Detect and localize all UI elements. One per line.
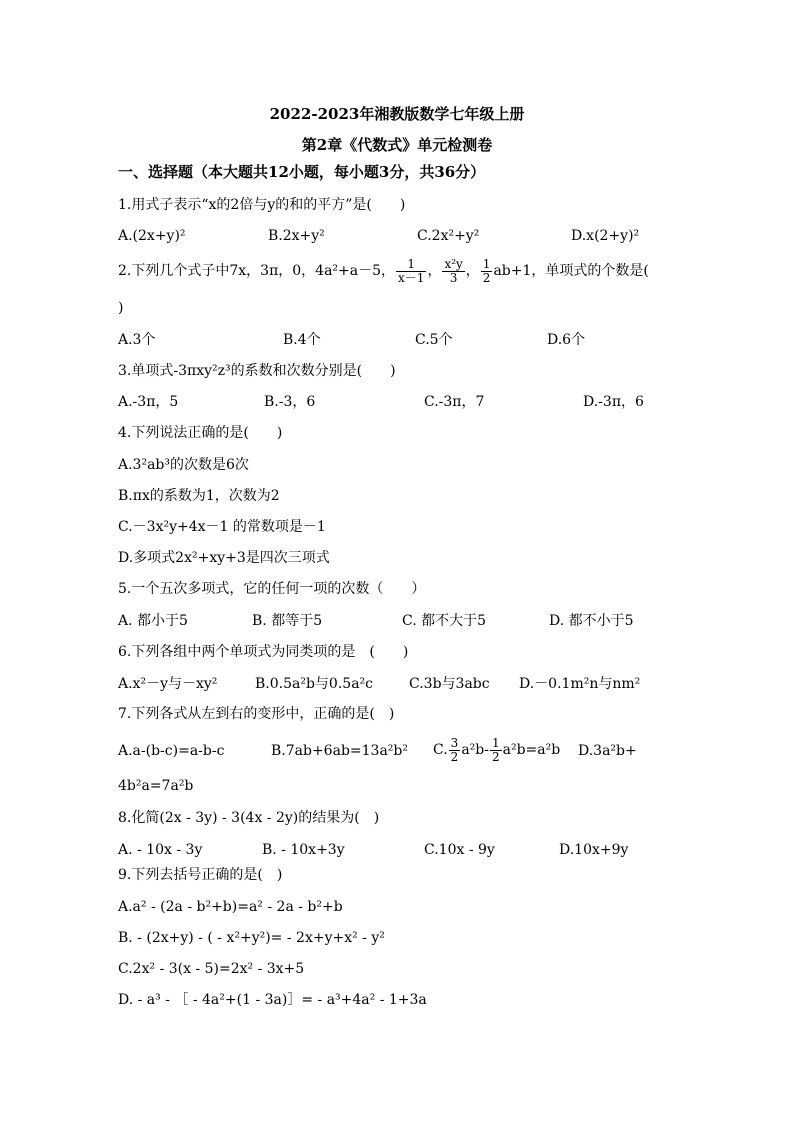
question-2-option-d: D.6个	[547, 332, 586, 348]
question-7-fraction-1	[449, 737, 461, 764]
fraction-numerator: 3	[450, 735, 459, 750]
fraction-denominator: 2	[482, 270, 491, 285]
question-1-option-b: B.2x+y²	[268, 228, 325, 244]
question-2-fraction-3	[481, 258, 493, 285]
question-4-option-d: D.多项式2x²+xy+3是四次三项式	[118, 550, 330, 566]
question-1-stem: 1.用式子表示“x的2倍与y的和的平方”是( )	[118, 197, 406, 213]
question-7-option-a: A.a-(b-c)=a-b-c	[118, 743, 225, 759]
question-4-option-b: B.πx的系数为1，次数为2	[118, 488, 280, 504]
question-3-option-c: C.-3π，7	[424, 394, 485, 410]
question-8-option-a: A. - 10x - 3y	[118, 842, 203, 858]
question-6-option-c: C.3b与3abc	[409, 676, 490, 692]
question-1-option-d: D.x(2+y)²	[571, 228, 640, 244]
question-7-fraction-2	[490, 737, 502, 764]
question-5-option-b: B. 都等于5	[252, 613, 323, 629]
fraction-denominator: 3	[449, 270, 458, 285]
question-9-option-c: C.2x² - 3(x - 5)=2x² - 3x+5	[118, 961, 305, 977]
question-9-option-d: D. - a³ - ［ - 4a²+(1 - 3a)］= - a³+4a² - 1+3a	[118, 992, 427, 1008]
question-8-option-d: D.10x+9y	[559, 842, 629, 858]
question-1-option-c: C.2x²+y²	[417, 228, 480, 244]
fraction-denominator: x－1	[398, 270, 425, 285]
fraction-numerator: x²y	[444, 256, 463, 271]
exam-title: 2022-2023年湘教版数学七年级上册	[269, 105, 525, 123]
option-text: a²b=a²b	[502, 742, 561, 758]
question-7-stem: 7.下列各式从左到右的变形中，正确的是( )	[118, 706, 395, 722]
question-6-option-b: B.0.5a²b与0.5a²c	[255, 676, 373, 692]
question-6-option-a: A.x²－y与－xy²	[118, 676, 218, 692]
question-7-option-c	[433, 733, 560, 767]
question-1-option-a: A.(2x+y)²	[118, 228, 186, 244]
question-4-option-a: A.3²ab³的次数是6次	[118, 457, 249, 473]
question-3-option-a: A.-3π，5	[118, 394, 179, 410]
fraction-numerator: 1	[482, 256, 491, 271]
question-5-option-c: C. 都不大于5	[402, 613, 487, 629]
question-7-option-d-continued: 4b²a=7a²b	[118, 778, 194, 794]
question-3-option-d: D.-3π，6	[583, 394, 644, 410]
question-8-option-b: B. - 10x+3y	[262, 842, 345, 858]
fraction-numerator: 1	[396, 258, 426, 272]
fraction-denominator: 2	[491, 749, 500, 764]
option-text: a²b-	[461, 742, 489, 758]
fraction-denominator: 2	[450, 749, 459, 764]
question-8-stem: 8.化简(2x - 3y) - 3(4x - 2y)的结果为( )	[118, 810, 380, 826]
fraction-numerator: 1	[491, 735, 500, 750]
question-2-option-a: A.3个	[118, 332, 156, 348]
question-8-option-c: C.10x - 9y	[424, 842, 495, 858]
question-3-stem: 3.单项式-3πxy²z³的系数和次数分别是( )	[118, 363, 396, 379]
question-7-option-d: D.3a²b+	[578, 743, 637, 759]
question-2-stem	[118, 254, 649, 288]
question-5-option-a: A. 都小于5	[118, 613, 188, 629]
separator: ，	[427, 263, 442, 279]
option-label: C.	[433, 742, 448, 758]
question-2-stem-suffix: ab+1，单项式的个数是(	[493, 263, 649, 279]
question-3-option-b: B.-3，6	[264, 394, 316, 410]
question-2-option-b: B.4个	[283, 332, 321, 348]
exam-subtitle: 第2章《代数式》单元检测卷	[301, 136, 493, 154]
question-5-stem: 5.一个五次多项式，它的任何一项的次数（ ）	[118, 581, 426, 597]
question-4-stem: 4.下列说法正确的是( )	[118, 425, 283, 441]
question-5-option-d: D. 都不小于5	[549, 613, 634, 629]
question-9-option-b: B. - (2x+y) - ( - x²+y²)= - 2x+y+x² - y²	[118, 930, 385, 946]
question-6-stem: 6.下列各组中两个单项式为同类项的是 ( )	[118, 644, 409, 660]
question-4-option-c: C.－3x²y+4x－1 的常数项是－1	[118, 519, 326, 535]
question-9-stem: 9.下列去括号正确的是( )	[118, 867, 283, 883]
question-2-fraction-1	[396, 258, 426, 285]
section-heading: 一、选择题（本大题共12小题，每小题3分，共36分）	[118, 163, 486, 181]
question-2-fraction-2	[442, 258, 464, 285]
question-2-stem-close: )	[118, 300, 124, 316]
question-7-option-b: B.7ab+6ab=13a²b²	[271, 743, 408, 759]
separator: ，	[465, 263, 480, 279]
question-6-option-d: D.－0.1m²n与nm²	[519, 676, 641, 692]
question-2-stem-prefix: 2.下列几个式子中7x，3π，0，4a²+a－5，	[118, 263, 396, 279]
question-2-option-c: C.5个	[415, 332, 453, 348]
question-9-option-a: A.a² - (2a - b²+b)=a² - 2a - b²+b	[118, 899, 343, 915]
